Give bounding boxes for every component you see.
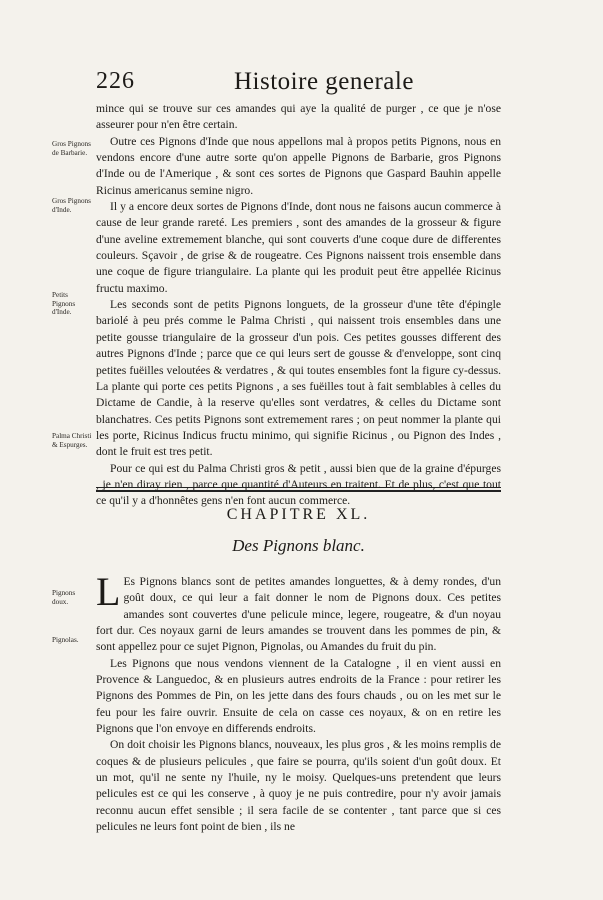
section-title: Des Pignons blanc. [232, 536, 365, 555]
text-block-upper [96, 101, 501, 510]
margin-note-gros-inde: Gros Pignons d'Inde. [52, 197, 91, 214]
page-number: 226 [96, 68, 135, 94]
margin-note-pignolas: Pignolas. [52, 636, 79, 644]
margin-note-palma: Palma Christi & Espurges. [52, 432, 92, 449]
text-block-lower [96, 569, 501, 836]
divider-rule-thick [96, 490, 501, 492]
margin-note-barbarie: Gros Pignons de Barbarie. [52, 140, 91, 157]
running-title: Histoire generale [234, 68, 414, 95]
paragraph-2: Outre ces Pignons d'Inde que nous appellons mal à propos petits Pignons, nous en vendons encore d'une autre sorte qu'on appelle Pignons de Barbarie, gros Pignons d'Inde ou de l'Amerique , & sont ces sortes de Pignons que Gaspard Bauhin appelle Ricinus americanus semine nigro. [96, 134, 501, 197]
paragraph-7: Les Pignons que nous vendons viennent de la Catalogne , il en vient aussi en Provence & Languedoc, & en plusieurs autres endroits de la France : pour retirer les Pignons des Pommes de Pin, on les jette dans des fours chauds , ou on les met sur le feu pour les faire ouvrir. Ensuite de cela on casse ces noyaux, & on en retire les Pignons que l'on envoye en differends endroits. [96, 656, 501, 736]
paragraph-3: Il y a encore deux sortes de Pignons d'Inde, dont nous ne faisons aucun commerce à cause de leur grande rareté. Les premiers , sont des amandes de la grosseur & figure d'une aveline extremement blanche, qui sont couverts d'une coque dure de differentes couleurs. Sçavoir , de grise & de rougeatre. Ces Pignons naissent trois ensemble dans une coque de figure triangulaire. La plante qui les produit peut être appellée Ricinus fructu maximo. [96, 200, 501, 295]
paragraph-8: On doit choisir les Pignons blancs, nouveaux, les plus gros , & les moins remplis de coques & de plusieurs pelicules , que faire se pourra, qu'ils soient d'un goût doux. Et un mot, qu'il ne sente ny l'huile, ny le moisy. Quelques-uns pretendent que leurs pelicules est ce qui les conserve , à quoy je ne puis contredire, pour n'y avoir jamais reconnu aucun effet sensible ; il sera facile de se contenter , tant parce que si ces pelicules ne leurs font point de bien , ils ne [96, 738, 501, 834]
paragraph-6: Es Pignons blancs sont de petites amandes longuettes, & à demy rondes, d'un goût doux, ce qui leur a fait donner le nom de Pignons doux. Ces petites amandes sont couvertes d'une pelicule mince, legere, rougeatre, & d'un noyau fort dur. Ces noyaux garni de leurs amandes se trouvent dans les pommes de pin, & sont appellez pour ce sujet Pignon, Pignolas, ou Amandes du fruit du pin. [96, 575, 501, 654]
chapter-title: CHAPITRE XL. [226, 506, 371, 523]
page-header [96, 68, 506, 98]
paragraph-1: mince qui se trouve sur ces amandes qui aye la qualité de purger , ce que je n'ose asseurer pour n'en être certain. [96, 102, 501, 132]
paragraph-4: Les seconds sont de petits Pignons longuets, de la grosseur d'une tête d'épingle bariolé à peu prés comme le Palma Christi , qui naissent trois ensembles dans une petite gousse triangulaire de la grosseur d'un pois. Ces petites gousses different des autres Pignons d'Inde ; parce que ce qui leurs sert de gousse & d'enveloppe, sont cinq petites fuëilles veloutées & verdatres , & qui toutes ensembles font la figure cy-dessus. La plante qui porte ces petits Pignons , a ses fuëilles tout à fait semblables à celles du Dictame de Candie, à la reserve qu'elles sont verdatres, & celles du Dictame sont blanchatres. Ces petits Pignons sont extremement rares ; on peut nommer la plante qui les porte, Ricinus Indicus fructu minimo, qui signifie Ricinus , ou Pignon des Indes , dont le fruit est tres petit. [96, 298, 501, 459]
margin-note-petits: Petits Pignons d'Inde. [52, 291, 76, 317]
drop-cap: L [96, 569, 121, 614]
paragraph-5: Pour ce qui est du Palma Christi gros & petit , aussi bien que de la graine d'épurges , je n'en diray rien , parce que quantité d'Auteurs en traitent. Et de plus, c'est que tout ce qu'il y a d'honnêtes gens n'en font aucun commerce. [96, 461, 501, 508]
margin-note-doux: Pignons doux. [52, 589, 76, 606]
divider-rule [96, 487, 501, 488]
